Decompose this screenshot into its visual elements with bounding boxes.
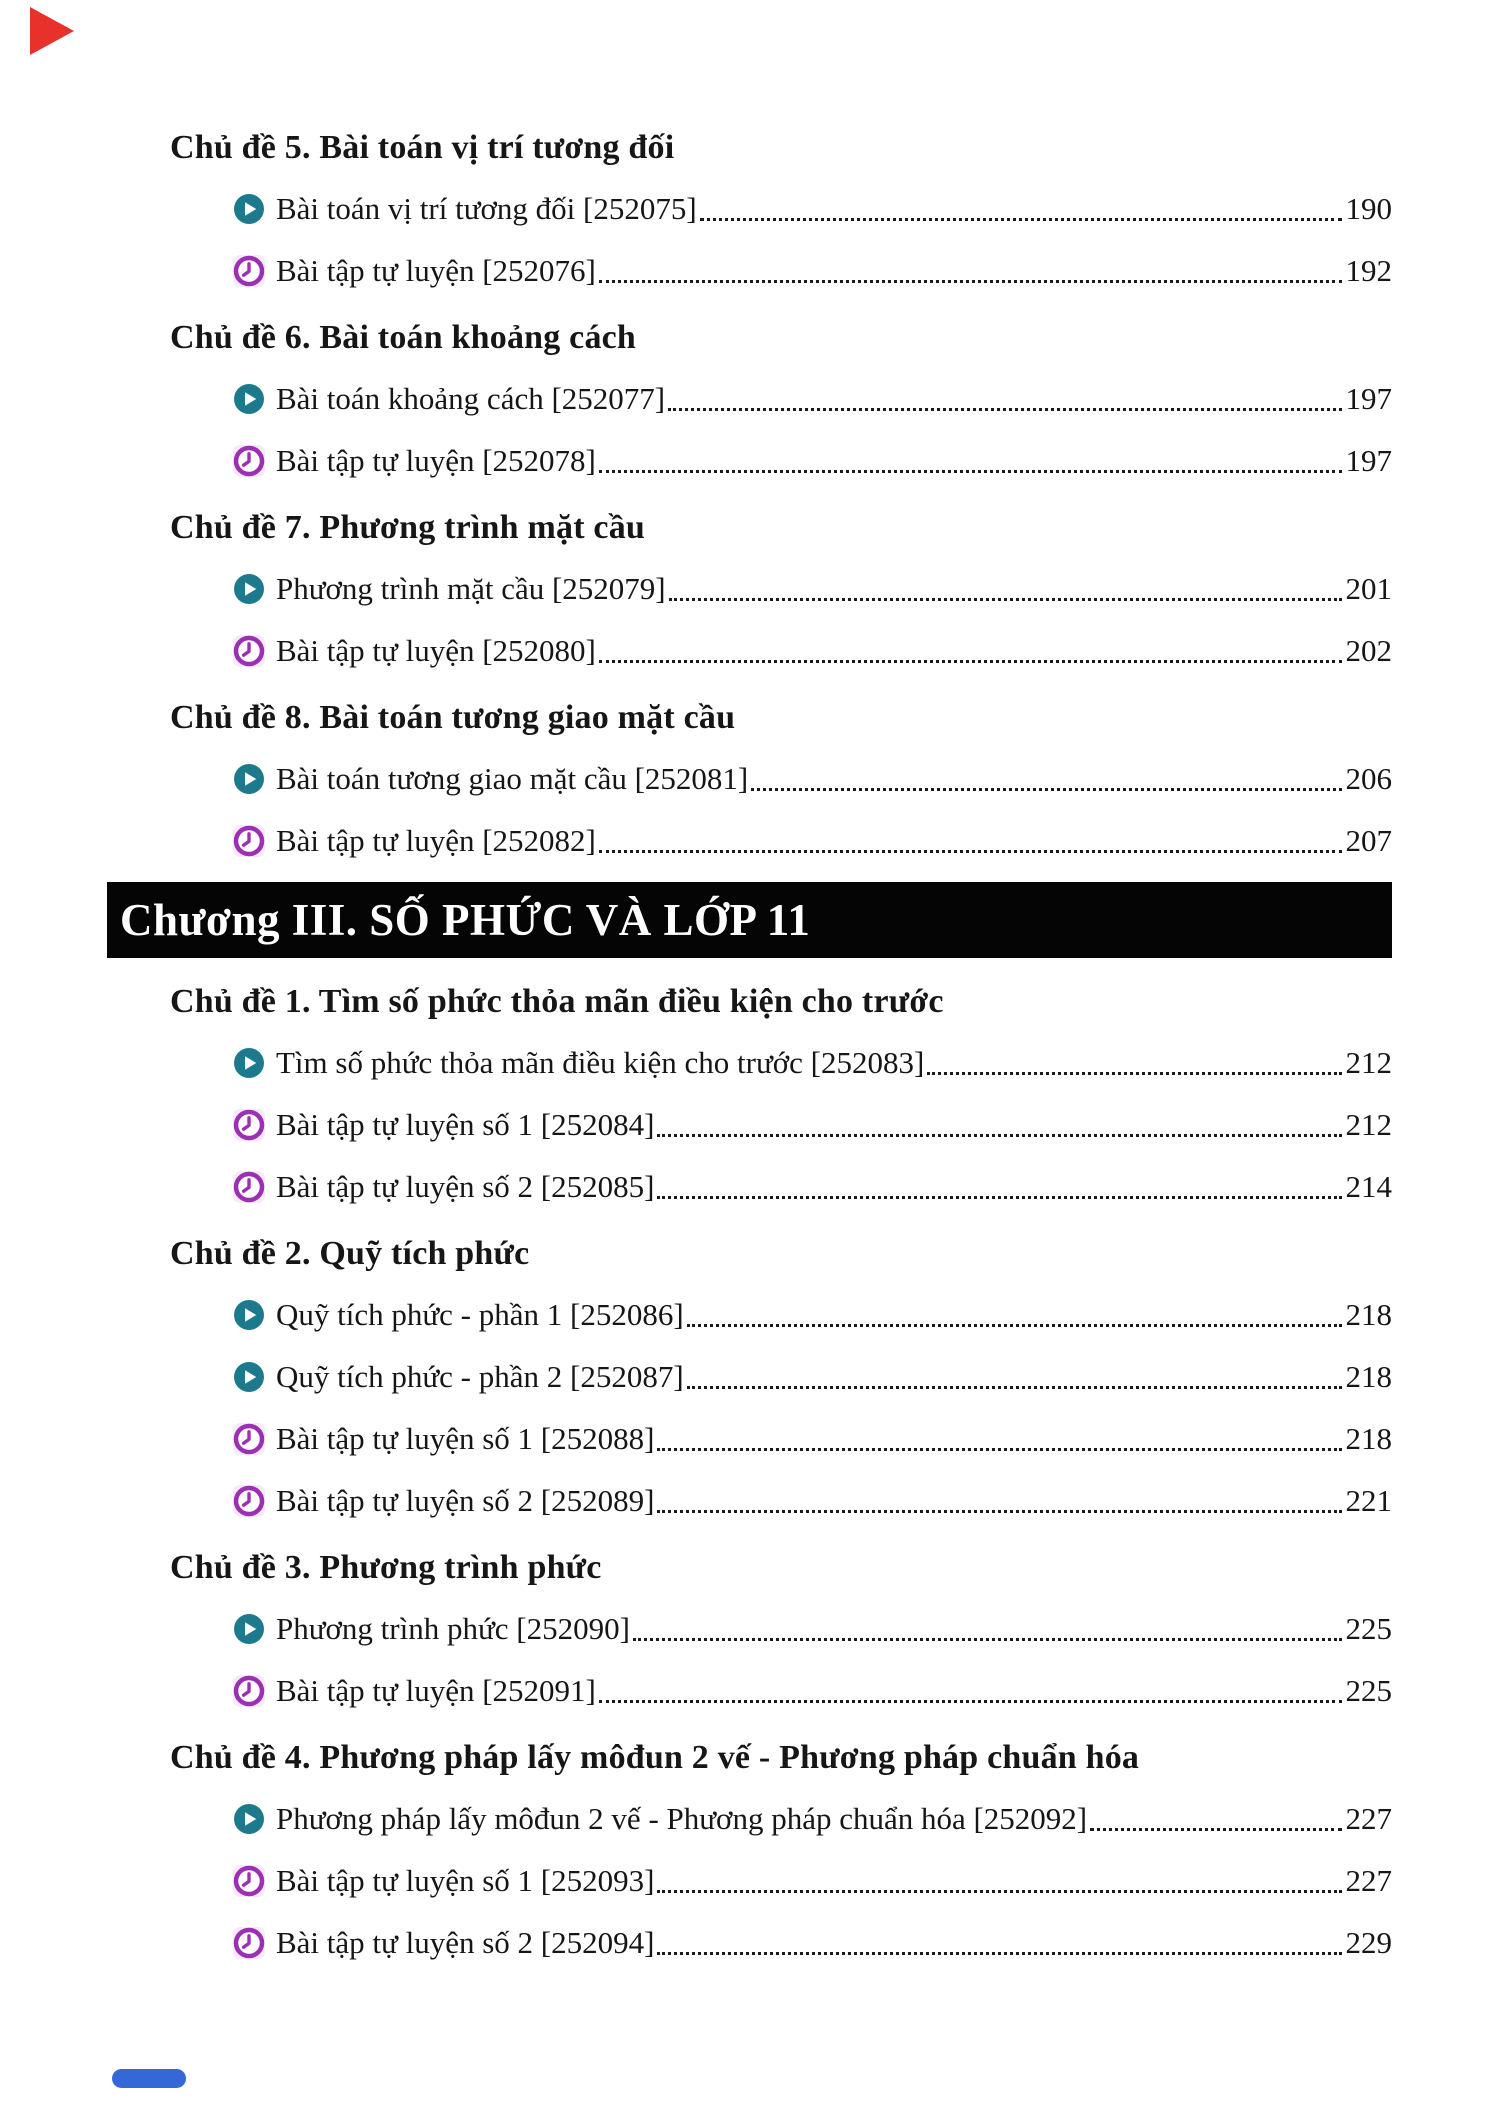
toc-item[interactable]: [233, 368, 1392, 430]
page-number: 202: [1345, 633, 1392, 668]
page-number: 190: [1345, 191, 1392, 226]
item-label: Bài tập tự luyện số 2 [252094]: [276, 1925, 655, 1960]
section-heading: Chủ đề 6. Bài toán khoảng cách: [170, 319, 637, 356]
toc-item[interactable]: [233, 748, 1392, 810]
toc-item[interactable]: [233, 620, 1392, 682]
clock-icon: [233, 825, 265, 857]
footer-bar: [112, 2069, 186, 2088]
section-heading: Chủ đề 7. Phương trình mặt cầu: [170, 509, 646, 546]
dot-leader: [687, 1324, 1342, 1327]
dot-leader: [1090, 1828, 1341, 1831]
item-label: Quỹ tích phức - phần 1 [252086]: [276, 1297, 684, 1332]
toc-item[interactable]: [233, 1598, 1392, 1660]
page-number: 212: [1345, 1045, 1392, 1080]
clock-icon: [233, 1171, 265, 1203]
play-icon: [233, 1299, 265, 1331]
toc-item[interactable]: [233, 1346, 1392, 1408]
clock-icon: [233, 445, 265, 477]
clock-icon: [233, 255, 265, 287]
item-label: Quỹ tích phức - phần 2 [252087]: [276, 1359, 684, 1394]
corner-marker: [30, 7, 74, 55]
toc-item[interactable]: [233, 558, 1392, 620]
dot-leader: [687, 1386, 1342, 1389]
play-icon: [233, 573, 265, 605]
dot-leader: [657, 1510, 1341, 1513]
clock-icon: [233, 1423, 265, 1455]
dot-leader: [751, 788, 1341, 791]
dot-leader: [668, 408, 1341, 411]
dot-leader: [599, 1700, 1342, 1703]
toc-item[interactable]: [233, 1850, 1392, 1912]
dot-leader: [599, 470, 1342, 473]
item-label: Phương pháp lấy môđun 2 vế - Phương pháp chuẩn hóa [252092]: [276, 1801, 1088, 1836]
toc-item[interactable]: [233, 1660, 1392, 1722]
item-label: Bài tập tự luyện [252080]: [276, 633, 596, 668]
item-label: Phương trình mặt cầu [252079]: [276, 571, 666, 606]
dot-leader: [669, 598, 1342, 601]
page-number: 192: [1345, 253, 1392, 288]
dot-leader: [927, 1072, 1341, 1075]
play-icon: [233, 383, 265, 415]
toc-list: [107, 112, 1392, 1974]
item-label: Bài tập tự luyện số 2 [252085]: [276, 1169, 655, 1204]
page-number: 218: [1345, 1297, 1392, 1332]
item-label: Bài toán tương giao mặt cầu [252081]: [276, 761, 749, 796]
clock-icon: [233, 1109, 265, 1141]
page-number: 218: [1345, 1359, 1392, 1394]
clock-icon: [233, 1927, 265, 1959]
dot-leader: [599, 850, 1342, 853]
page-number: 225: [1345, 1611, 1392, 1646]
dot-leader: [657, 1952, 1341, 1955]
dot-leader: [599, 280, 1342, 283]
item-label: Bài toán vị trí tương đối [252075]: [276, 191, 697, 226]
page-number: 197: [1345, 381, 1392, 416]
play-icon: [233, 1803, 265, 1835]
page-number: 206: [1345, 761, 1392, 796]
clock-icon: [233, 1865, 265, 1897]
item-label: Bài toán khoảng cách [252077]: [276, 381, 666, 416]
toc-item[interactable]: [233, 178, 1392, 240]
chapter-banner: [107, 882, 1392, 958]
toc-item[interactable]: [233, 1156, 1392, 1218]
toc-item[interactable]: [233, 1032, 1392, 1094]
toc-item[interactable]: [233, 1470, 1392, 1532]
dot-leader: [599, 660, 1342, 663]
section-heading: Chủ đề 8. Bài toán tương giao mặt cầu: [170, 699, 736, 736]
dot-leader: [657, 1448, 1341, 1451]
toc-item[interactable]: [233, 1284, 1392, 1346]
item-label: Bài tập tự luyện [252091]: [276, 1673, 596, 1708]
item-label: Bài tập tự luyện [252076]: [276, 253, 596, 288]
item-label: Tìm số phức thỏa mãn điều kiện cho trước [252083]: [276, 1045, 925, 1080]
play-icon: [233, 763, 265, 795]
page-number: 214: [1345, 1169, 1392, 1204]
page-number: 212: [1345, 1107, 1392, 1142]
dot-leader: [700, 218, 1342, 221]
page-number: 207: [1345, 823, 1392, 858]
page-number: 221: [1345, 1483, 1392, 1518]
toc-item[interactable]: [233, 430, 1392, 492]
play-icon: [233, 1047, 265, 1079]
play-icon: [233, 1613, 265, 1645]
toc-item[interactable]: [233, 1408, 1392, 1470]
section-heading: Chủ đề 2. Quỹ tích phức: [170, 1235, 530, 1272]
page-number: 227: [1345, 1801, 1392, 1836]
section-heading: Chủ đề 4. Phương pháp lấy môđun 2 vế - Phương pháp chuẩn hóa: [170, 1739, 1140, 1776]
play-icon: [233, 193, 265, 225]
clock-icon: [233, 1675, 265, 1707]
section-heading: Chủ đề 5. Bài toán vị trí tương đối: [170, 129, 675, 166]
page-number: 218: [1345, 1421, 1392, 1456]
page-number: 227: [1345, 1863, 1392, 1898]
toc-item[interactable]: [233, 240, 1392, 302]
page-number: 201: [1345, 571, 1392, 606]
clock-icon: [233, 1485, 265, 1517]
dot-leader: [657, 1890, 1341, 1893]
toc-item[interactable]: [233, 1094, 1392, 1156]
item-label: Bài tập tự luyện số 1 [252088]: [276, 1421, 655, 1456]
play-icon: [233, 1361, 265, 1393]
dot-leader: [633, 1638, 1342, 1641]
section-heading: Chủ đề 3. Phương trình phức: [170, 1549, 602, 1586]
dot-leader: [657, 1196, 1341, 1199]
item-label: Bài tập tự luyện số 1 [252093]: [276, 1863, 655, 1898]
chapter-banner-title: Chương III. SỐ PHỨC VÀ LỚP 11: [120, 895, 811, 945]
page-number: 225: [1345, 1673, 1392, 1708]
toc-item[interactable]: [233, 810, 1392, 872]
page-number: 229: [1345, 1925, 1392, 1960]
item-label: Bài tập tự luyện [252082]: [276, 823, 596, 858]
toc-item[interactable]: [233, 1912, 1392, 1974]
item-label: Bài tập tự luyện số 2 [252089]: [276, 1483, 655, 1518]
item-label: Bài tập tự luyện số 1 [252084]: [276, 1107, 655, 1142]
item-label: Phương trình phức [252090]: [276, 1611, 630, 1646]
dot-leader: [657, 1134, 1341, 1137]
toc-item[interactable]: [233, 1788, 1392, 1850]
section-heading: Chủ đề 1. Tìm số phức thỏa mãn điều kiện cho trước: [170, 983, 944, 1020]
page-number: 197: [1345, 443, 1392, 478]
item-label: Bài tập tự luyện [252078]: [276, 443, 596, 478]
clock-icon: [233, 635, 265, 667]
